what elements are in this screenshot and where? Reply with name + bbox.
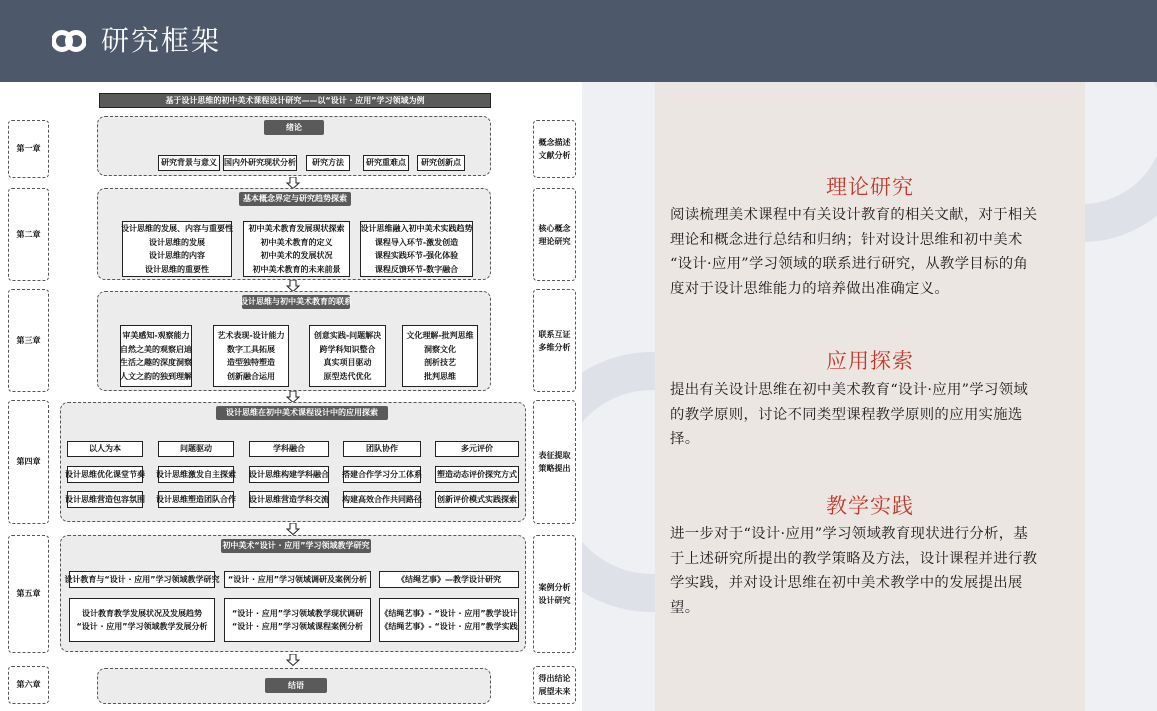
- chapter-label-4: 第四章: [8, 400, 49, 524]
- ch1-item: 研究重难点: [363, 155, 409, 171]
- ch4-column-head: 团队协作: [343, 441, 421, 457]
- ch3-title: 设计思维与初中美术教育的联系: [242, 295, 350, 309]
- chapter-label-5: 第五章: [8, 535, 49, 653]
- ch5-column-head: 《结绳艺事》—教学设计研究: [379, 571, 519, 588]
- section-title-theory: 理论研究: [826, 175, 914, 199]
- chapter-3-group: [97, 291, 491, 391]
- ch6-title: 结语: [265, 678, 327, 693]
- down-arrow-icon: [286, 654, 300, 666]
- ch1-item: 研究背景与意义: [158, 155, 220, 171]
- ch4-title: 设计思维在初中美术课程设计中的应用探索: [216, 406, 388, 420]
- chapter-label-2: 第二章: [8, 188, 49, 281]
- method-label-4: 表征提取 策略提出: [533, 400, 576, 524]
- ch3-column: 文化理解-批判思维 洞察文化 剖析技艺 批判思维: [402, 325, 478, 387]
- page-title: 研究框架: [101, 24, 222, 57]
- ch4-item: 设计思维优化课堂节奏: [67, 466, 143, 483]
- ch4-item: 构建高效合作共同路径: [343, 491, 421, 508]
- ch2-column: 设计思维的发展、内容与重要性 设计思维的发展 设计思维的内容 设计思维的重要性: [122, 221, 232, 277]
- research-framework-flowchart: [0, 86, 582, 711]
- ch5-title: 初中美术“设计 · 应用”学习领域教学研究: [221, 539, 371, 553]
- ch1-item: 研究创新点: [417, 155, 465, 171]
- ch3-column: 创意实践-问题解决 跨学科知识整合 真实项目驱动 原型迭代优化: [309, 325, 386, 387]
- ch4-column-head: 多元评价: [435, 441, 519, 457]
- section-title-practice: 教学实践: [826, 494, 914, 518]
- chapter-1-group: [97, 116, 491, 176]
- ch5-detail: 《结绳艺事》- “设计 · 应用”教学设计 《结绳艺事》- “设计 · 应用”教学实践: [379, 598, 519, 642]
- ch4-item: 搭建合作学习分工体系: [343, 466, 421, 483]
- ch4-column-head: 问题驱动: [158, 441, 234, 457]
- ch4-item: 设计思维激发自主探索: [158, 466, 234, 483]
- ch1-title: 绪论: [264, 120, 324, 135]
- method-label-1: 概念描述 文献分析: [533, 120, 576, 178]
- section-body-application: 提出有关设计思维在初中美术教育“设计·应用”学习领域 的教学原则，讨论不同类型课程教学原则的应用实施选 择。: [670, 382, 1029, 448]
- method-label-5: 案例分析 设计研究: [533, 535, 576, 653]
- ch4-column-head: 以人为本: [67, 441, 143, 457]
- ch4-item: 设计思维营造学科交流: [249, 491, 329, 508]
- ch5-column-head: “设计 · 应用”学习领域调研及案例分析: [224, 571, 371, 588]
- flowchart-main-title-text: 基于设计思维的初中美术课程设计研究——以“设计 · 应用”学习领域为例: [165, 95, 425, 105]
- chapter-label-3: 第三章: [8, 289, 49, 392]
- chapter-label-6: 第六章: [8, 666, 49, 704]
- ch4-item: 塑造动态评价探究方式: [435, 466, 519, 483]
- down-arrow-icon: [286, 523, 300, 535]
- method-label-3: 联系互证 多维分析: [533, 289, 576, 392]
- ch4-item: 创新评价模式实践探索: [435, 491, 519, 508]
- infinity-logo-icon: [52, 29, 86, 53]
- section-body-practice: 进一步对于“设计·应用”学习领域教育现状进行分析，基 于上述研究所提出的教学策略及方法，设计课程并进行教 学实践，并对设计思维在初中美术教学中的发展提出展 望。: [670, 526, 1038, 616]
- ch2-column: 初中美术教育发展现状探索 初中美术教育的定义 初中美术的发展状况 初中美术教育的未来前景: [243, 221, 350, 277]
- chapter-label-1: 第一章: [8, 120, 49, 178]
- ch4-item: 设计思维塑造团队合作: [158, 491, 234, 508]
- section-body-theory: 阅读梳理美术课程中有关设计教育的相关文献，对于相关 理论和概念进行总结和归纳；针对设计思维和初中美术 “设计·应用”学习领域的联系进行研究，从教学目标的角 度对于设计思维能力的培养做出准确定义。: [670, 207, 1038, 297]
- section-title-application: 应用探索: [826, 349, 914, 373]
- ch2-title: 基本概念界定与研究趋势探索: [239, 192, 351, 206]
- ch4-item: 设计思维构建学科融合: [249, 466, 329, 483]
- chapter-4-group: [60, 402, 526, 522]
- ch5-detail: “设计 · 应用”学习领域教学现状调研 “设计 · 应用”学习领域课程案例分析: [224, 598, 371, 642]
- chapter-2-group: [97, 188, 491, 280]
- chapter-5-group: [60, 535, 526, 652]
- ch1-item: 国内外研究现状分析: [223, 155, 297, 171]
- ch4-item: 设计思维营造包容氛围: [67, 491, 143, 508]
- ch5-column-head: 设计教育与“设计 · 应用”学习领域教学研究: [69, 571, 215, 588]
- method-label-2: 核心概念 理论研究: [533, 188, 576, 281]
- ch3-column: 审美感知-观察能力 自然之美的观察启迪 生活之趣的深度洞察 人文之韵的独到理解: [120, 325, 192, 387]
- ch2-column: 设计思维融入初中美术实践趋势 课程导入环节-激发创造 课程实践环节-强化体验 课程反馈环节-数字融合: [360, 221, 473, 277]
- method-label-6: 得出结论 展望未来: [533, 666, 576, 704]
- ch4-column-head: 学科融合: [249, 441, 329, 457]
- ch5-detail: 设计教育教学发展状况及发展趋势 “设计 · 应用”学习领域教学发展分析: [69, 598, 215, 642]
- page-header: [0, 0, 1157, 82]
- ch3-column: 艺术表现-设计能力 数字工具拓展 造型独特塑造 创新融合运用: [213, 325, 289, 387]
- flowchart-main-title: [99, 93, 491, 108]
- ch1-item: 研究方法: [306, 155, 350, 171]
- chapter-6-group: [97, 668, 491, 704]
